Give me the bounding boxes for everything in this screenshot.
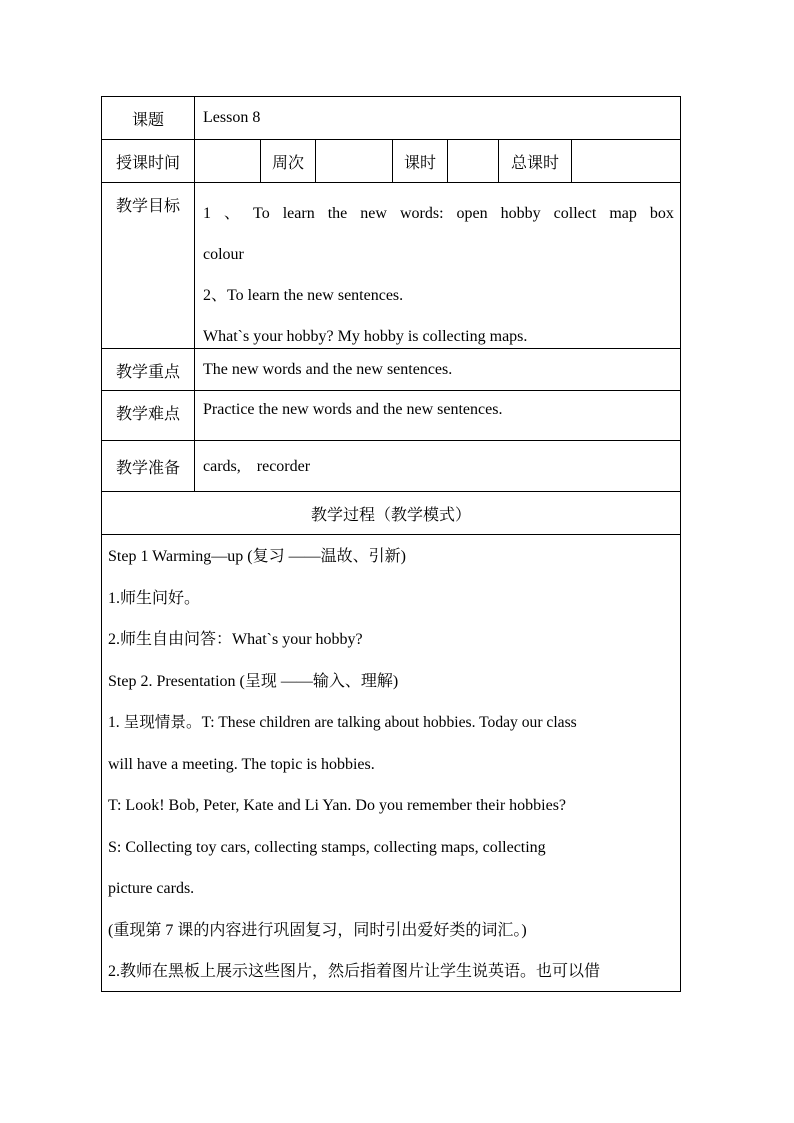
goals-word: words: xyxy=(399,205,444,222)
difficulties-value: Practice the new words and the new sentences. xyxy=(194,391,680,441)
goals-content xyxy=(194,183,680,349)
row-schedule xyxy=(102,139,680,183)
process-line: 2.师生自由问答：What`s your hobby? xyxy=(108,631,363,648)
process-line: picture cards. xyxy=(108,880,195,897)
preparation-value: cards, recorder xyxy=(194,441,680,492)
total-value xyxy=(571,140,680,183)
goals-line-1 xyxy=(203,193,674,234)
goals-label: 教学目标 xyxy=(115,198,180,215)
key-points-label: 教学重点 xyxy=(115,363,180,381)
process-line: Step 1 Warming—up (复习 ——温故、引新) xyxy=(108,548,406,565)
process-line: 2.教师在黑板上展示这些图片，然后指着图片让学生说英语。也可以借 xyxy=(108,963,601,980)
goals-word: 1 xyxy=(203,205,211,222)
topic-value: Lesson 8 xyxy=(194,97,680,139)
process-line: will have a meeting. The topic is hobbies. xyxy=(108,755,375,773)
topic-label: 课题 xyxy=(131,111,164,129)
row-difficulties xyxy=(102,390,680,441)
time-value xyxy=(194,140,260,183)
goals-word: collect xyxy=(553,205,597,222)
goals-word: new xyxy=(360,205,387,222)
goals-line-4: What`s your hobby? My hobby is collecting maps. xyxy=(203,328,528,345)
process-line: T: Look! Bob, Peter, Kate and Li Yan. Do you remember their hobbies? xyxy=(108,797,567,814)
period-label: 课时 xyxy=(392,140,447,183)
goals-word: the xyxy=(327,205,348,222)
process-line: (重现第 7 课的内容进行巩固复习，同时引出爱好类的词汇。) xyxy=(108,921,527,939)
lesson-plan-table xyxy=(101,96,681,992)
row-key-points xyxy=(102,348,680,391)
process-line: S: Collecting toy cars, collecting stamps, collecting maps, collecting xyxy=(108,838,546,856)
process-body xyxy=(102,535,680,991)
goals-word: To xyxy=(253,205,270,222)
week-label: 周次 xyxy=(260,140,315,183)
time-label: 授课时间 xyxy=(115,155,180,172)
goals-word: hobby xyxy=(500,205,541,222)
goals-word: map xyxy=(609,205,637,222)
week-value xyxy=(315,140,392,183)
process-title: 教学过程（教学模式） xyxy=(310,507,471,524)
process-line: Step 2. Presentation (呈现 ——输入、理解) xyxy=(108,672,399,690)
row-process-body xyxy=(102,534,680,991)
period-value xyxy=(447,140,498,183)
process-line: 1.师生问好。 xyxy=(108,589,201,607)
goals-line-2: colour xyxy=(203,246,244,263)
row-process-title xyxy=(102,491,680,535)
process-line: 1. 呈现情景。T: These children are talking about hobbies. Today our class xyxy=(108,714,577,731)
goals-word: box xyxy=(649,205,674,222)
difficulties-label: 教学难点 xyxy=(115,406,180,423)
row-preparation xyxy=(102,440,680,492)
goals-word: learn xyxy=(282,205,315,222)
goals-word: 、 xyxy=(224,205,241,222)
goals-line-3: 2、To learn the new sentences. xyxy=(203,287,404,304)
key-points-value: The new words and the new sentences. xyxy=(194,349,680,391)
row-goals xyxy=(102,182,680,349)
goals-word: open xyxy=(456,205,488,222)
total-label: 总课时 xyxy=(498,140,571,183)
preparation-label: 教学准备 xyxy=(115,460,180,477)
row-topic xyxy=(102,97,680,139)
